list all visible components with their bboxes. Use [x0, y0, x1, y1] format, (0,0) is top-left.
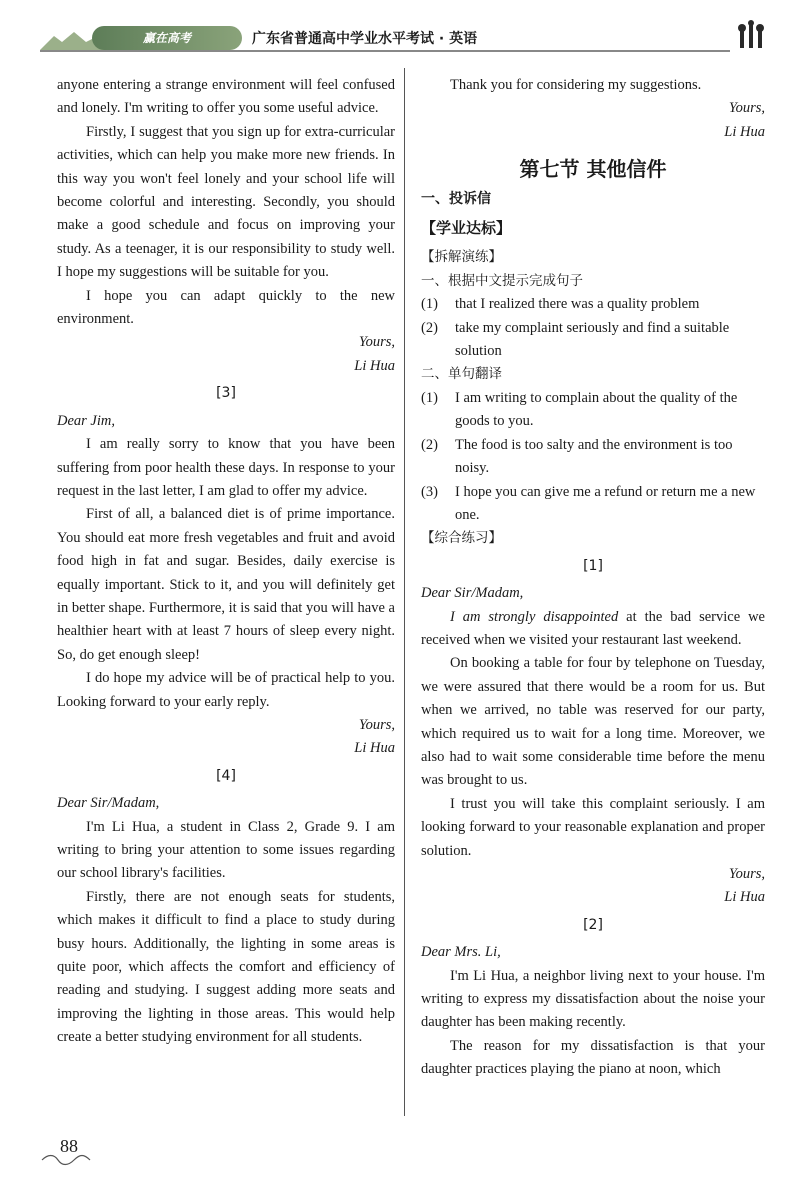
- letter-signature: Li Hua: [724, 889, 765, 906]
- letter-closing: Yours,: [358, 334, 395, 351]
- item-text: I hope you can give me a refund or return me a new one.: [455, 483, 756, 523]
- paragraph: [421, 606, 765, 653]
- list-item: [421, 481, 765, 528]
- exercise-part-heading: 一、根据中文提示完成句子: [421, 272, 583, 289]
- paragraph: I trust you will take this complaint seriously. I am looking forward to your reasonable explanation and proper solution.: [421, 795, 765, 859]
- item-number: (3): [421, 483, 438, 500]
- emphasized-phrase: I am strongly disappointed: [450, 608, 619, 625]
- paragraph-text: at the bad service we received when we visited your restaurant last weekend.: [421, 608, 765, 648]
- item-text: take my complaint seriously and find a suitable solution: [455, 319, 730, 360]
- letter-closing: Yours,: [728, 866, 765, 882]
- paragraph: I hope you can adapt quickly to the new environment.: [57, 287, 395, 328]
- bracket-heading: 【综合练习】: [421, 530, 502, 547]
- paragraph: I'm Li Hua, a student in Class 2, Grade 9. I am writing to bring your attention to some issues regarding our school library's facilities.: [57, 818, 395, 882]
- item-text: The food is too salty and the environment is too noisy.: [455, 436, 733, 477]
- letter-salutation: Dear Sir/Madam,: [421, 585, 524, 602]
- item-number: (2): [421, 319, 438, 336]
- subsection-heading: 一、投诉信: [421, 190, 491, 207]
- paragraph: The reason for my dissatisfaction is that your daughter practices playing the piano at noon, which: [421, 1037, 765, 1078]
- exercise-part-heading: 二、单句翻译: [421, 366, 502, 383]
- paragraph: I do hope my advice will be of practical help to you. Looking forward to your early reply.: [57, 670, 395, 710]
- header-title: 广东省普通高中学业水平考试 · 英语: [252, 31, 478, 47]
- letter-salutation: Dear Jim,: [57, 412, 115, 429]
- tree-logo-icon: [735, 20, 767, 48]
- series-banner-text: 赢在高考: [142, 31, 191, 45]
- bracket-heading: 【拆解演练】: [421, 249, 502, 266]
- letter-number: [4]: [216, 767, 236, 784]
- item-text: that I realized there was a quality problem: [455, 296, 700, 313]
- item-number: (1): [421, 296, 438, 313]
- paragraph: Firstly, there are not enough seats for students, which makes it difficult to find a place to study during busy hours. Additionally, the lighting in some areas is quite poor, which affects the comfort and efficiency of reading and studying. I suggest adding more seats and improving the lighting in those areas. This would help create a better studying environment for all students.: [57, 888, 395, 1046]
- paragraph: I am really sorry to know that you have been suffering from poor health these days. In response to your request in the last letter, I am glad to offer my advice.: [57, 436, 395, 499]
- letter-signature: Li Hua: [354, 357, 395, 374]
- item-number: (1): [421, 389, 438, 406]
- item-number: (2): [421, 436, 438, 453]
- letter-salutation: Dear Sir/Madam,: [57, 795, 160, 812]
- letter-closing: Yours,: [358, 716, 395, 733]
- letter-signature: Li Hua: [354, 740, 395, 757]
- paragraph: On booking a table for four by telephone on Tuesday, we were assured that there would be a room for us. But when we arrived, no table was reserved for our party, which required us to wait for a long time. Moreover, we also had to wait some considerable time before the menu was brought to us.: [421, 655, 765, 789]
- list-item: [421, 434, 765, 481]
- paragraph: I'm Li Hua, a neighbor living next to your house. I'm writing to express my dissatisfaction about the noise your daughter has been making recently.: [421, 967, 765, 1031]
- letter-number: [2]: [583, 916, 603, 933]
- paragraph: Firstly, I suggest that you sign up for extra-curricular activities, which can help you make more new friends. In this way you won't feel lonely and your school life will become colorful and interesting. Secondly, you should make a good schedule and focus on improving your study. As a teenager, it is our responsibility to study well. I hope my suggestions will be suitable for you.: [57, 123, 395, 281]
- bracket-heading: 【学业达标】: [421, 219, 512, 238]
- letter-number: [1]: [583, 557, 603, 574]
- right-column: [421, 74, 765, 1082]
- letter-closing: Yours,: [728, 100, 765, 117]
- header-rule: [40, 50, 730, 52]
- list-item: [421, 387, 765, 434]
- series-banner: [92, 26, 242, 50]
- letter-signature: Li Hua: [724, 123, 765, 140]
- letter-number: [3]: [216, 385, 236, 402]
- list-item: [421, 317, 765, 364]
- letter-salutation: Dear Mrs. Li,: [421, 944, 501, 961]
- paragraph: First of all, a balanced diet is of prime importance. You should eat more fresh vegetables and fruit and avoid food high in fat and sugar. Besides, daily exercise is equally important. Stick to it, and you will definitely get in better shape. Furthermore, it is said that you will have a healthier heart with at least 7 hours of sleep every night. So, do get enough sleep!: [57, 506, 395, 663]
- column-divider: [404, 68, 405, 1116]
- list-item: [421, 293, 765, 316]
- page-number: 88: [60, 1136, 78, 1156]
- swirl-ornament-icon: [40, 1152, 92, 1166]
- item-text: I am writing to complain about the quality of the goods to you.: [455, 389, 738, 430]
- section-title: 第七节 其他信件: [519, 157, 667, 182]
- page-header: [0, 0, 800, 60]
- left-column: [57, 74, 395, 1050]
- paragraph: anyone entering a strange environment will feel confused and lonely. I'm writing to offer you some useful advice.: [57, 77, 395, 117]
- paragraph: Thank you for considering my suggestions.: [450, 77, 702, 93]
